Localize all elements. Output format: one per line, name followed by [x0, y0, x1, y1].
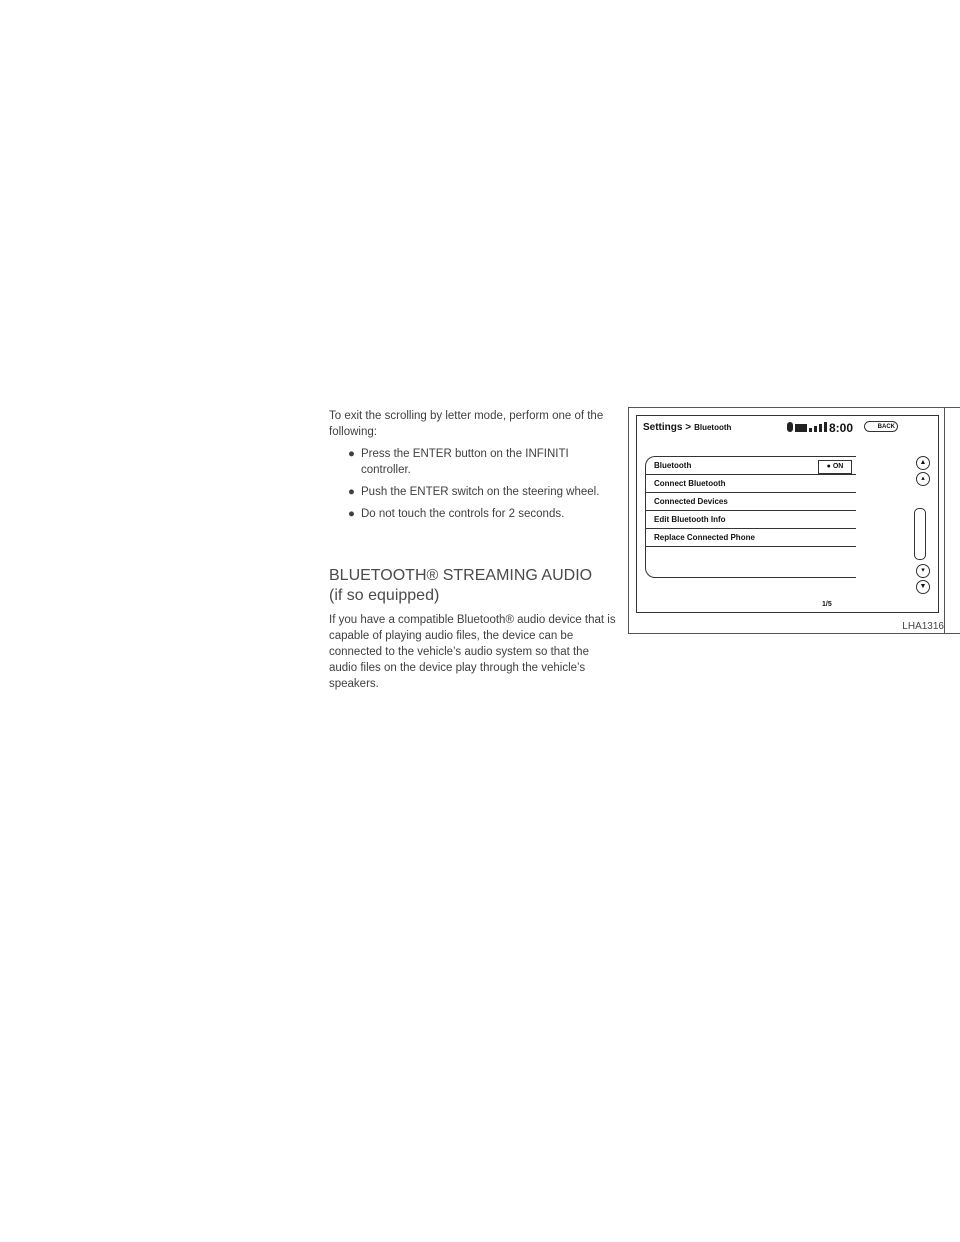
- status-icons: [787, 422, 827, 432]
- section-body: If you have a compatible Bluetooth® audio device that is capable of playing audio files, the device can be connected to the vehicle’s audio system so that the audio files on the device play through the vehicle’s speakers.: [329, 614, 616, 690]
- menu-item-connect-bluetooth[interactable]: Connect Bluetooth: [646, 475, 856, 493]
- scroll-up-icon[interactable]: ▴: [916, 472, 930, 486]
- back-button[interactable]: BACK: [864, 421, 898, 432]
- screen-header: Settings > Bluetooth: [643, 422, 732, 433]
- figure-bluetooth-menu: [628, 407, 947, 634]
- figure-spacer: [944, 407, 960, 634]
- bullet-text: Push the ENTER switch on the steering wheel.: [361, 486, 600, 498]
- intro-lead: To exit the scrolling by letter mode, perform one of the following:: [329, 410, 604, 438]
- bullet-item: [329, 484, 616, 500]
- bullet-glyph: ●: [348, 508, 355, 520]
- screen: [636, 415, 939, 613]
- section-title-line1: BLUETOOTH® STREAMING AUDIO: [329, 567, 593, 584]
- scrollbar[interactable]: [914, 508, 926, 560]
- bullet-item: [329, 506, 616, 522]
- menu-item-connected-devices[interactable]: Connected Devices: [646, 493, 856, 511]
- bullet-text: Press the ENTER button on the INFINITI controller.: [361, 448, 569, 476]
- figure-label: LHA1316: [902, 621, 944, 632]
- scroll-controls: [912, 456, 932, 590]
- bullet-text: Do not touch the controls for 2 seconds.: [361, 508, 565, 520]
- menu-item-bluetooth[interactable]: Bluetooth ● ON: [646, 457, 856, 475]
- on-toggle[interactable]: ● ON: [818, 460, 852, 474]
- scroll-bottom-icon[interactable]: ▼: [916, 580, 930, 594]
- section-title: [329, 566, 616, 606]
- bullet-glyph: ●: [348, 448, 355, 460]
- bullet-item: [329, 446, 616, 478]
- scroll-down-icon[interactable]: ▾: [916, 564, 930, 578]
- intro-block: [329, 408, 616, 522]
- menu-item-edit-bluetooth-info[interactable]: Edit Bluetooth Info: [646, 511, 856, 529]
- page-indicator: 1/5: [822, 601, 832, 608]
- clock: 8:00: [829, 421, 854, 435]
- bullet-glyph: ●: [348, 486, 355, 498]
- menu-item-replace-connected-phone[interactable]: Replace Connected Phone: [646, 529, 856, 547]
- scroll-top-icon[interactable]: ▲: [916, 456, 930, 470]
- settings-menu: [645, 456, 856, 578]
- section-title-line2: (if so equipped): [329, 587, 440, 604]
